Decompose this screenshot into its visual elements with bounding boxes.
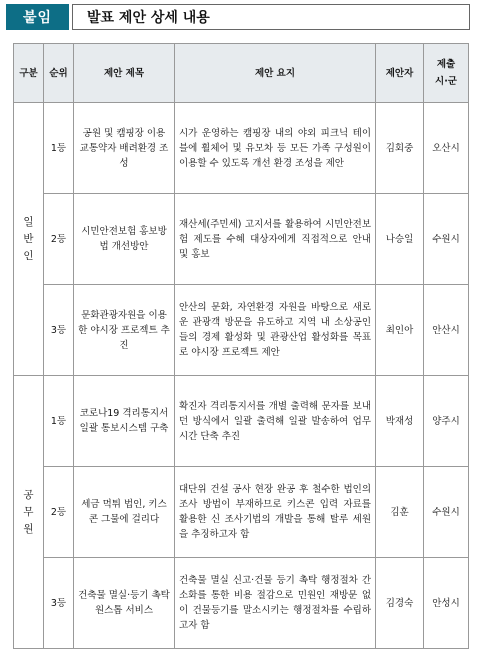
city-cell: 수원시: [424, 194, 469, 285]
col-header-rank: 순위: [44, 44, 74, 103]
category-label: 공무원: [23, 488, 34, 535]
city-cell: 수원시: [424, 467, 469, 558]
rank-cell: 1등: [44, 376, 74, 467]
summary-cell: 건축물 멸실 신고·건물 등기 촉탁 행정절차 간소화를 통한 비용 절감으로 민원인 재방문 없이 건물등기를 말소시키는 행정절차를 수립하고자 함: [175, 558, 376, 649]
city-cell: 양주시: [424, 376, 469, 467]
title-cell: 문화관광자원을 이용한 야시장 프로젝트 추진: [74, 285, 175, 376]
summary-cell: 확진자 격리통지서를 개별 출력해 문자를 보내던 방식에서 일괄 출력해 일괄 발송하여 업무 시간 단축 추진: [175, 376, 376, 467]
summary-cell: 대단위 건설 공사 현장 완공 후 철수한 법인의 조사 방법이 부재하므로 키스콘 입력 자료를 활용한 신 조사기법의 개발을 통해 탈루 세원을 추징하고자 함: [175, 467, 376, 558]
table-row: [14, 467, 469, 558]
col-header-category: 구분: [14, 44, 44, 103]
rank-cell: 1등: [44, 103, 74, 194]
table-row: [14, 376, 469, 467]
col-header-city: 제출 시·군: [424, 44, 469, 103]
category-label: 일반인: [23, 215, 34, 262]
proposer-cell: 박재성: [376, 376, 424, 467]
title-cell: 코로나19 격리통지서 일괄 통보시스템 구축: [74, 376, 175, 467]
rank-cell: 3등: [44, 285, 74, 376]
attachment-header: [6, 4, 472, 30]
table-header-row: [14, 44, 469, 103]
table-row: [14, 194, 469, 285]
rank-cell: 2등: [44, 194, 74, 285]
proposal-table: [13, 43, 469, 649]
proposer-cell: 나승일: [376, 194, 424, 285]
proposer-cell: 김훈: [376, 467, 424, 558]
proposer-cell: 김경숙: [376, 558, 424, 649]
city-cell: 오산시: [424, 103, 469, 194]
title-cell: 세금 먹튀 법인, 키스콘 그물에 걸리다: [74, 467, 175, 558]
rank-cell: 3등: [44, 558, 74, 649]
table-row: [14, 558, 469, 649]
category-cell: [14, 376, 44, 649]
col-header-summary: 제안 요지: [175, 44, 376, 103]
summary-cell: 안산의 문화, 자연환경 자원을 바탕으로 새로운 관광객 방문을 유도하고 지역 내 소상공인들의 경제 활성화 및 관광산업 활성화를 목표로 야시장 프로젝트 제안: [175, 285, 376, 376]
col-header-proposer: 제안자: [376, 44, 424, 103]
title-cell: 건축물 멸실·등기 촉탁 원스톱 서비스: [74, 558, 175, 649]
table-row: [14, 285, 469, 376]
page-title: 발표 제안 상세 내용: [72, 4, 470, 30]
summary-cell: 재산세(주민세) 고지서를 활용하여 시민안전보험 제도를 수혜 대상자에게 직접적으로 안내 및 홍보: [175, 194, 376, 285]
proposer-cell: 김회중: [376, 103, 424, 194]
title-cell: 시민안전보험 홍보방법 개선방안: [74, 194, 175, 285]
col-header-title: 제안 제목: [74, 44, 175, 103]
summary-cell: 시가 운영하는 캠핑장 내의 야외 피크닉 테이블에 휠체어 및 유모차 등 모든 가족 구성원이 이용할 수 있도록 개선 환경 조성을 제안: [175, 103, 376, 194]
category-cell: [14, 103, 44, 376]
title-cell: 공원 및 캠핑장 이용 교통약자 배려환경 조성: [74, 103, 175, 194]
city-cell: 안산시: [424, 285, 469, 376]
table-row: [14, 103, 469, 194]
attachment-tag: 붙임: [6, 4, 69, 30]
rank-cell: 2등: [44, 467, 74, 558]
city-cell: 안성시: [424, 558, 469, 649]
proposer-cell: 최인아: [376, 285, 424, 376]
